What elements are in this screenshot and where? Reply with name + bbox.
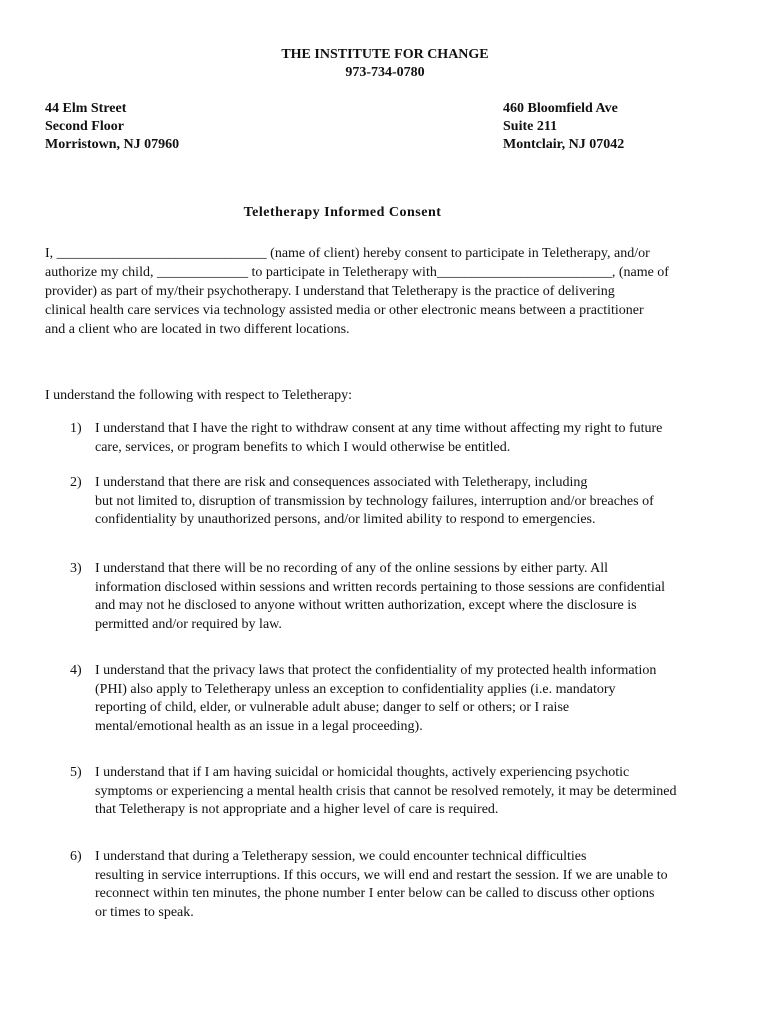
item-number: 5) xyxy=(70,765,82,780)
document-header xyxy=(0,46,770,82)
item-text xyxy=(95,848,730,922)
item-line: I understand that if I am having suicidal or homicidal thoughts, actively experiencing psychotic xyxy=(95,765,630,780)
item-number: 1) xyxy=(70,421,82,436)
address-line: Morristown, NJ 07960 xyxy=(45,137,180,152)
item-line: confidentiality by unauthorized persons, and/or limited ability to respond to emergencies. xyxy=(95,512,596,527)
item-line: I understand that I have the right to withdraw consent at any time without affecting my right to future xyxy=(95,421,663,436)
item-text xyxy=(95,764,730,820)
item-line: but not limited to, disruption of transmission by technology failures, interruption and/or breaches of xyxy=(95,493,654,509)
item-number: 3) xyxy=(70,561,82,576)
address-morristown xyxy=(45,100,179,154)
item-line: information disclosed within sessions and written records pertaining to those sessions are confidential xyxy=(95,579,665,595)
item-line: I understand that there will be no recording of any of the online sessions by either party. All xyxy=(95,561,609,576)
item-line: care, services, or program benefits to which I would otherwise be entitled. xyxy=(95,439,511,455)
item-text xyxy=(95,420,730,457)
intro-paragraph xyxy=(45,244,725,339)
item-line: reporting of child, elder, or vulnerable adult abuse; danger to self or others; or I raise xyxy=(95,700,570,715)
intro-line: authorize my child, _____________ to participate in Teletherapy with_________________________, (name of xyxy=(45,265,669,280)
item-number: 2) xyxy=(70,475,82,490)
item-text xyxy=(95,662,730,736)
item-line: reconnect within ten minutes, the phone number I enter below can be called to discuss other options xyxy=(95,886,655,901)
item-line: or times to speak. xyxy=(95,904,194,920)
section-subhead: I understand the following with respect to Teletherapy: xyxy=(45,388,353,403)
item-number: 4) xyxy=(70,663,82,678)
item-line: I understand that there are risk and consequences associated with Teletherapy, including xyxy=(95,475,588,490)
item-line: resulting in service interruptions. If this occurs, we will end and restart the session. If we are unable to xyxy=(95,867,668,883)
org-name: THE INSTITUTE FOR CHANGE xyxy=(281,47,489,62)
item-text xyxy=(95,474,730,530)
intro-line: and a client who are located in two different locations. xyxy=(45,322,350,337)
item-line: I understand that the privacy laws that protect the confidentiality of my protected health information xyxy=(95,663,657,678)
address-line: 460 Bloomfield Ave xyxy=(503,101,618,116)
item-line: permitted and/or required by law. xyxy=(95,616,282,632)
item-line: (PHI) also apply to Teletherapy unless an exception to confidentiality applies (i.e. mandatory xyxy=(95,681,616,697)
item-line: mental/emotional health as an issue in a legal proceeding). xyxy=(95,718,423,734)
item-line: symptoms or experiencing a mental health crisis that cannot be resolved remotely, it may be determined xyxy=(95,783,677,799)
item-number: 6) xyxy=(70,849,82,864)
form-title: Teletherapy Informed Consent xyxy=(243,205,442,220)
intro-line: clinical health care services via technology assisted media or other electronic means between a practitioner xyxy=(45,303,644,318)
item-line: and may not he disclosed to anyone without written authorization, except where the disclosure is xyxy=(95,598,637,613)
address-line: 44 Elm Street xyxy=(45,101,127,116)
address-montclair xyxy=(503,100,624,154)
intro-line: I, ______________________________ (name of client) hereby consent to participate in Teletherapy, and/or xyxy=(45,246,650,261)
intro-line: provider) as part of my/their psychotherapy. I understand that Teletherapy is the practice of delivering xyxy=(45,284,615,299)
item-text xyxy=(95,560,730,634)
org-phone: 973-734-0780 xyxy=(345,65,425,80)
item-line: that Teletherapy is not appropriate and a higher level of care is required. xyxy=(95,802,499,817)
address-line: Suite 211 xyxy=(503,119,558,134)
address-line: Second Floor xyxy=(45,119,124,134)
address-line: Montclair, NJ 07042 xyxy=(503,137,625,152)
item-line: I understand that during a Teletherapy session, we could encounter technical difficulties xyxy=(95,849,587,864)
